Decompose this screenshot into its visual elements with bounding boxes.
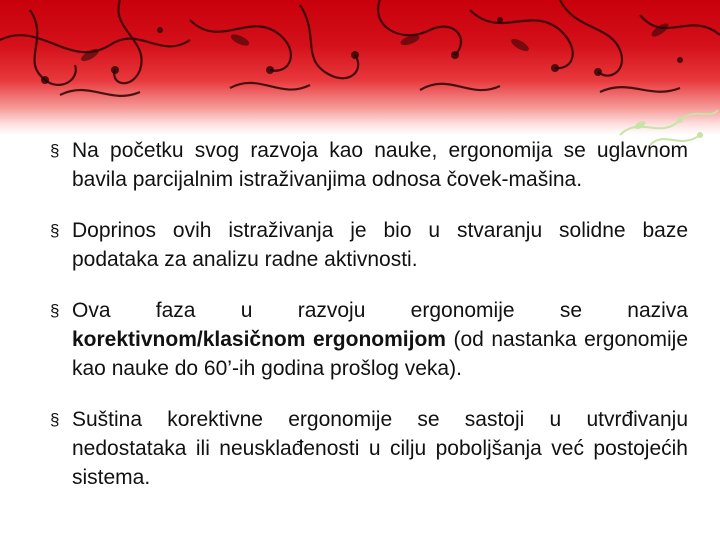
bullet-marker-icon: § bbox=[50, 410, 60, 429]
bullet-item bbox=[50, 405, 688, 492]
bullet-text: Doprinos ovih istraživanja je bio u stvaranju solidne baze podataka za analizu radne aktivnosti. bbox=[72, 219, 688, 271]
bullet-text: Ova faza u razvoju ergonomije se naziva bbox=[72, 299, 688, 322]
slide-body bbox=[50, 136, 688, 514]
bullet-marker-icon: § bbox=[50, 301, 60, 320]
bullet-text: (od nastanka ergonomije kao nauke do 60’-ih godina prošlog veka). bbox=[72, 328, 688, 380]
bullet-marker-icon: § bbox=[50, 221, 60, 240]
bullet-text: Na početku svog razvoja kao nauke, ergonomija se uglavnom bavila parcijalnim istraživanjima odnosa čovek-mašina. bbox=[72, 139, 688, 191]
bullet-item bbox=[50, 296, 688, 383]
bullet-text: Suština korektivne ergonomije se sastoji u utvrđivanju nedostataka ili neusklađenosti u cilju poboljšanja već postojećih sistema. bbox=[72, 408, 688, 489]
bullet-item bbox=[50, 216, 688, 274]
bullet-item bbox=[50, 136, 688, 194]
bullet-text-bold: korektivnom/klasičnom ergonomijom bbox=[72, 328, 446, 351]
bullet-marker-icon: § bbox=[50, 141, 60, 160]
